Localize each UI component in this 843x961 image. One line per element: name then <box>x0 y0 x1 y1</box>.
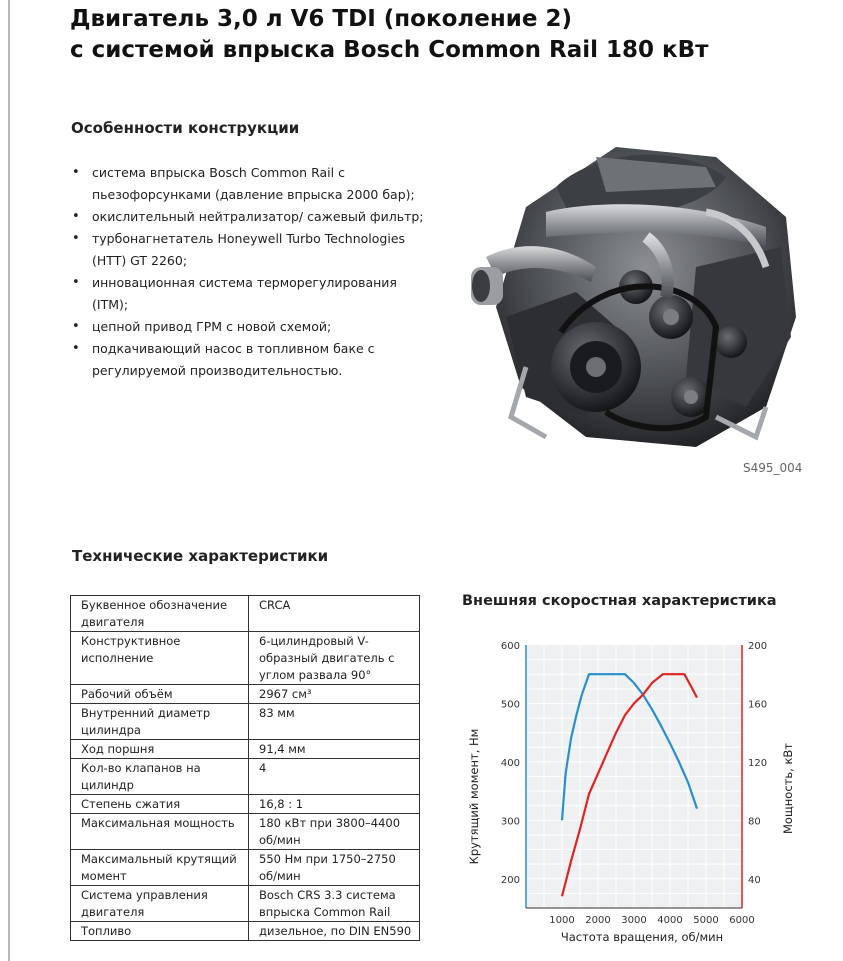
page-left-rule <box>8 0 10 961</box>
spec-key: Топливо <box>71 922 249 941</box>
spec-key: Система управления двигателя <box>71 886 249 922</box>
title-line-1: Двигатель 3,0 л V6 TDI (поколение 2) <box>70 6 572 32</box>
spec-row <box>71 704 420 740</box>
title-line-2: с системой впрыска Bosch Common Rail 180 кВт <box>70 37 709 63</box>
feature-item: • подкачивающий насос в топливном баке с регулируемой производительностью. <box>72 338 432 382</box>
spec-row <box>71 740 420 759</box>
y-tick-left-label: 200 <box>500 874 520 886</box>
x-tick-label: 3000 <box>621 915 647 926</box>
feature-item: • инновационная система терморегулирования (ITM); <box>72 272 432 316</box>
y-tick-left-label: 500 <box>500 699 520 711</box>
spec-key: Максимальный крутящий момент <box>71 850 249 886</box>
spec-value: 83 мм <box>249 704 420 740</box>
speed-characteristic-chart <box>460 625 800 955</box>
photo-code: S495_004 <box>743 461 803 475</box>
spec-value: 16,8 : 1 <box>249 795 420 814</box>
spec-key: Максимальная мощность <box>71 814 249 850</box>
spec-row <box>71 795 420 814</box>
spec-row <box>71 886 420 922</box>
spec-row <box>71 922 420 941</box>
x-tick-label: 4000 <box>657 915 683 926</box>
y-tick-right-label: 160 <box>748 699 768 711</box>
x-axis-label: Частота вращения, об/мин <box>560 930 724 944</box>
spec-row <box>71 850 420 886</box>
spec-value: 2967 см³ <box>249 685 420 704</box>
feature-item: • система впрыска Bosch Common Rail с пьезофорсунками (давление впрыска 2000 бар); <box>72 162 432 206</box>
spec-key: Конструктивное исполнение <box>71 632 249 685</box>
y-tick-right-label: 200 <box>748 641 768 652</box>
spec-value: CRCA <box>249 596 420 632</box>
specs-table <box>70 595 420 941</box>
spec-key: Буквенное обозначение двигателя <box>71 596 249 632</box>
feature-item: • турбонагнетатель Honeywell Turbo Technologies (HTT) GT 2260; <box>72 228 432 272</box>
y-tick-right-label: 40 <box>748 874 761 886</box>
x-tick-label: 5000 <box>693 915 719 926</box>
spec-key: Рабочий объём <box>71 685 249 704</box>
spec-value: 91,4 мм <box>249 740 420 759</box>
engine-illustration <box>466 117 808 462</box>
y-tick-right-label: 120 <box>748 757 768 769</box>
y-tick-left-label: 300 <box>500 816 520 828</box>
spec-row <box>71 814 420 850</box>
feature-item: • окислительный нейтрализатор/ сажевый фильтр; <box>72 206 432 228</box>
spec-key: Ход поршня <box>71 740 249 759</box>
feature-item: • цепной привод ГРМ с новой схемой; <box>72 316 432 338</box>
spec-row <box>71 759 420 795</box>
y-axis-right-label: Мощность, кВт <box>781 743 795 834</box>
x-tick-label: 1000 <box>549 915 575 926</box>
spec-value: 180 кВт при 3800–4400 об/мин <box>249 814 420 850</box>
spec-row <box>71 596 420 632</box>
features-list <box>72 162 432 382</box>
spec-key: Кол-во клапанов на цилиндр <box>71 759 249 795</box>
spec-key: Степень сжатия <box>71 795 249 814</box>
x-tick-label: 6000 <box>729 915 755 926</box>
spec-value: 4 <box>249 759 420 795</box>
spec-value: дизельное, по DIN EN590 <box>249 922 420 941</box>
y-tick-right-label: 80 <box>748 816 761 828</box>
features-heading: Особенности конструкции <box>71 119 300 137</box>
spec-value: 6-цилиндровый V-образный двигатель с углом развала 90° <box>249 632 420 685</box>
y-axis-left-label: Крутящий момент, Нм <box>467 728 481 865</box>
y-tick-left-label: 400 <box>500 757 520 769</box>
spec-value: Bosch CRS 3.3 система впрыска Common Rail <box>249 886 420 922</box>
spec-row <box>71 685 420 704</box>
chart-title: Внешняя скоростная характеристика <box>462 593 777 609</box>
x-tick-label: 2000 <box>585 915 611 926</box>
document-title <box>70 4 709 66</box>
spec-value: 550 Нм при 1750–2750 об/мин <box>249 850 420 886</box>
specs-heading: Технические характеристики <box>72 547 329 565</box>
y-tick-left-label: 600 <box>500 641 520 652</box>
spec-row <box>71 632 420 685</box>
spec-key: Внутренний диаметр цилиндра <box>71 704 249 740</box>
